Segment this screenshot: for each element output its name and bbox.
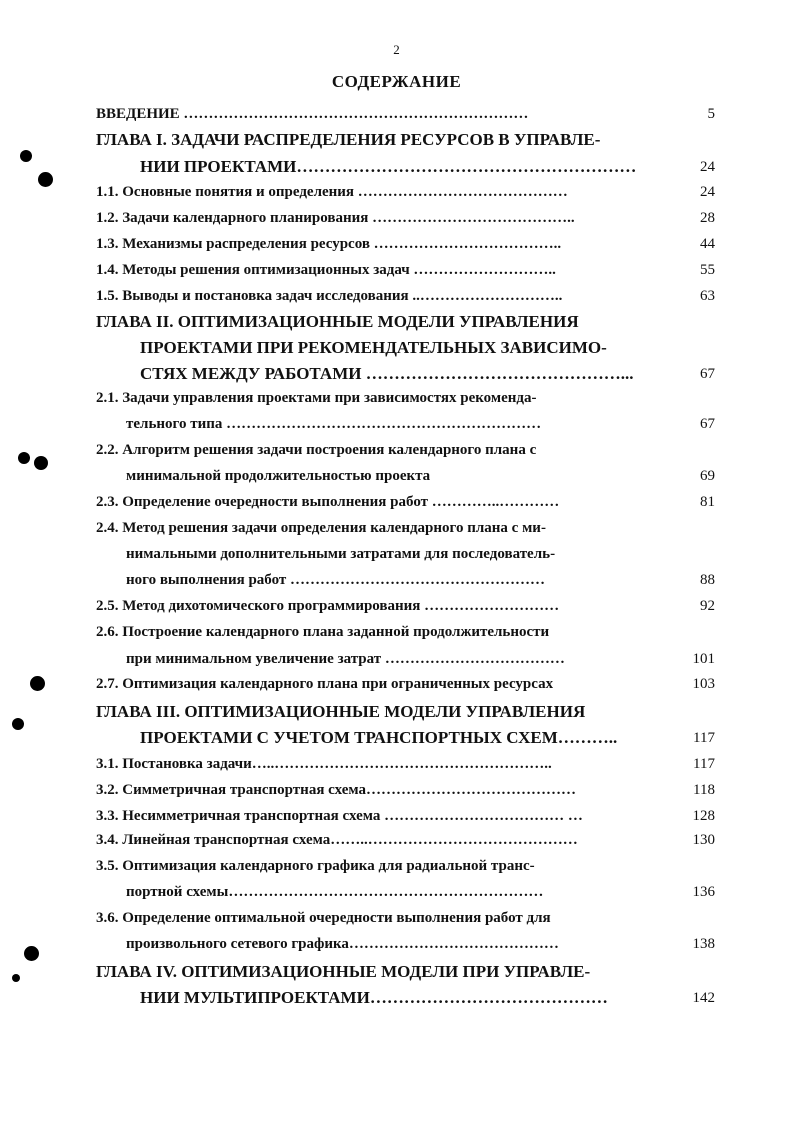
toc-entry-line: тельного типа ……………………………………………………… [126,416,542,432]
chapter-heading-line: ГЛАВА II. ОПТИМИЗАЦИОННЫЕ МОДЕЛИ УПРАВЛЕНИЯ [96,312,579,331]
toc-entry-line: 1.1. Основные понятия и определения …………………………………… [96,184,568,200]
toc-title: СОДЕРЖАНИЕ [331,72,462,91]
page-ref: 69 [700,468,715,484]
toc-entry-line: ного выполнения работ …………………………………………… [126,572,546,588]
page-ref: 117 [693,730,715,746]
page-ref: 55 [700,262,715,278]
toc-entry-line: 2.1. Задачи управления проектами при зависимостях рекоменда- [96,390,537,406]
toc-entry-line: 2.3. Определение очередности выполнения работ …………..………… [96,494,560,510]
toc-entry-line: нимальными дополнительными затратами для последователь- [126,546,556,562]
binder-hole-mark [20,150,32,162]
toc-entry-line: минимальной продолжительностью проекта [126,468,431,484]
page-ref: 128 [692,808,715,824]
toc-entry-line: 3.4. Линейная транспортная схема……..…………………………………… [96,832,578,848]
chapter-heading-line: ГЛАВА III. ОПТИМИЗАЦИОННЫЕ МОДЕЛИ УПРАВЛЕНИЯ [96,702,586,721]
toc-entry-line: 2.6. Построение календарного плана заданной продолжительности [96,624,550,640]
page-ref: 44 [700,236,715,252]
binder-hole-mark [38,172,53,187]
chapter-heading-line: ГЛАВА I. ЗАДАЧИ РАСПРЕДЕЛЕНИЯ РЕСУРСОВ В УПРАВЛЕ- [96,130,601,149]
page-number: 2 [393,42,400,57]
page-ref: 138 [692,936,715,952]
toc-entry-line: портной схемы……………………………………………………… [126,884,544,900]
page-ref: 67 [700,416,715,432]
toc-entry-line: 2.2. Алгоритм решения задачи построения календарного плана с [96,442,537,458]
toc-entry-line: произвольного сетевого графика…………………………………… [126,936,559,952]
toc-entry-line: 2.5. Метод дихотомического программирования ……………………… [96,598,560,614]
page-ref: 92 [700,598,715,614]
binder-hole-mark [12,718,24,730]
page-ref: 103 [692,676,715,692]
page-ref: 118 [693,782,715,798]
page-ref: 136 [692,884,715,900]
page-ref: 81 [700,494,715,510]
toc-entry-line: 3.6. Определение оптимальной очередности выполнения работ для [96,910,551,926]
toc-entry-line: 1.5. Выводы и постановка задач исследования ..……………………….. [96,288,563,304]
binder-hole-mark [12,974,20,982]
chapter-heading-line: ГЛАВА IV. ОПТИМИЗАЦИОННЫЕ МОДЕЛИ ПРИ УПРАВЛЕ- [96,962,591,981]
chapter-heading-line: ПРОЕКТАМИ С УЧЕТОМ ТРАНСПОРТНЫХ СХЕМ……….. [140,728,618,747]
chapter-heading-line: ПРОЕКТАМИ ПРИ РЕКОМЕНДАТЕЛЬНЫХ ЗАВИСИМО- [140,338,607,357]
toc-entry-line: 3.2. Симметричная транспортная схема…………………………………… [96,782,577,798]
page-ref: 101 [692,651,715,667]
binder-hole-mark [18,452,30,464]
binder-hole-mark [24,946,39,961]
page-ref: 28 [700,210,715,226]
page-ref: 142 [692,990,715,1006]
page-ref: 88 [700,572,715,588]
toc-entry-line: 3.3. Несимметричная транспортная схема ……………………………… … [96,808,583,824]
binder-hole-mark [30,676,45,691]
page-ref: 24 [700,184,715,200]
chapter-heading-line: НИИ ПРОЕКТАМИ…………………………………………………… [140,157,637,176]
toc-entry-line: ВВЕДЕНИЕ …………………………………………………………… [96,106,529,122]
page-ref: 5 [707,106,715,122]
page-ref: 67 [700,366,715,382]
chapter-heading-line: НИИ МУЛЬТИПРОЕКТАМИ…………………………………… [140,988,608,1007]
toc-entry-line: 3.5. Оптимизация календарного графика для радиальной транс- [96,858,535,874]
toc-entry-line: 1.3. Механизмы распределения ресурсов ……………………………….. [96,236,562,252]
page-ref: 117 [693,756,715,772]
page-ref: 24 [700,159,715,175]
toc-entry-line: при минимальном увеличение затрат ……………………………… [126,651,565,667]
chapter-heading-line: СТЯХ МЕЖДУ РАБОТАМИ ………………………………………... [140,364,634,383]
toc-entry-line: 3.1. Постановка задачи…..……………………………………………….. [96,756,552,772]
page-ref: 63 [700,288,715,304]
toc-entry-line: 2.7. Оптимизация календарного плана при ограниченных ресурсах [96,676,554,692]
toc-entry-line: 1.4. Методы решения оптимизационных задач ……………………….. [96,262,556,278]
page-ref: 130 [692,832,715,848]
toc-entry-line: 1.2. Задачи календарного планирования ………………………………….. [96,210,575,226]
toc-entry-line: 2.4. Метод решения задачи определения календарного плана с ми- [96,520,546,536]
binder-hole-mark [34,456,48,470]
